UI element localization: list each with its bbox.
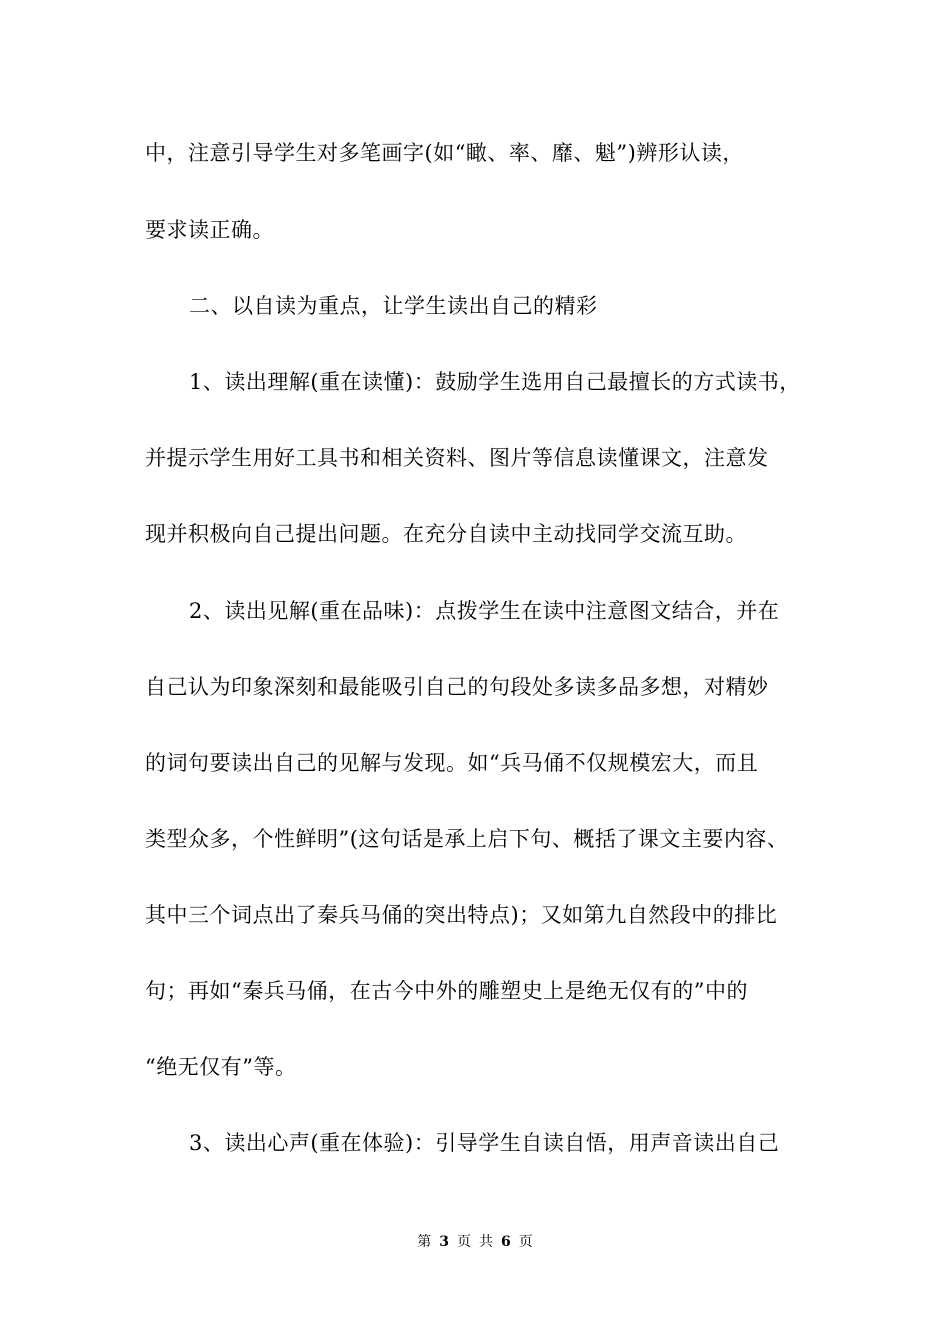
footer-page-suffix: 页	[518, 1234, 533, 1250]
body-line-12: 句；再如“秦兵马俑，在古今中外的雕塑史上是绝无仅有的”中的	[145, 979, 748, 1003]
body-line-5: 并提示学生用好工具书和相关资料、图片等信息读懂课文，注意发	[145, 446, 769, 470]
body-line-14: 3、读出心声(重在体验)：引导学生自读自悟，用声音读出自己	[189, 1131, 780, 1155]
body-line-9: 的词句要读出自己的见解与发现。如“兵马俑不仅规模宏大，而且	[145, 751, 759, 775]
body-line-2: 要求读正确。	[145, 218, 274, 242]
body-line-11: 其中三个词点出了秦兵马俑的突出特点)；又如第九自然段中的排比	[145, 903, 778, 927]
body-line-13: “绝无仅有”等。	[145, 1055, 297, 1079]
body-line-7: 2、读出见解(重在品味)：点拨学生在读中注意图文结合，并在	[189, 599, 780, 623]
body-line-10: 类型众多，个性鲜明”(这句话是承上启下句、概括了课文主要内容、	[145, 827, 789, 851]
footer-page-prefix: 第	[417, 1234, 432, 1250]
body-line-4: 1、读出理解(重在读懂)：鼓励学生选用自己最擅长的方式读书，	[189, 370, 801, 394]
section-heading: 二、以自读为重点，让学生读出自己的精彩	[189, 294, 598, 318]
body-line-6: 现并积极向自己提出问题。在充分自读中主动找同学交流互助。	[145, 522, 747, 546]
body-line-1: 中，注意引导学生对多笔画字(如“瞰、率、靡、魁”)辨形认读，	[145, 141, 744, 165]
page-footer	[0, 1232, 950, 1252]
footer-total-pages: 6	[501, 1234, 511, 1250]
footer-total-prefix: 共	[479, 1234, 493, 1250]
footer-page-word: 页	[457, 1234, 471, 1250]
footer-current-page: 3	[439, 1234, 449, 1250]
body-line-8: 自己认为印象深刻和最能吸引自己的句段处多读多品多想，对精妙	[145, 675, 769, 699]
